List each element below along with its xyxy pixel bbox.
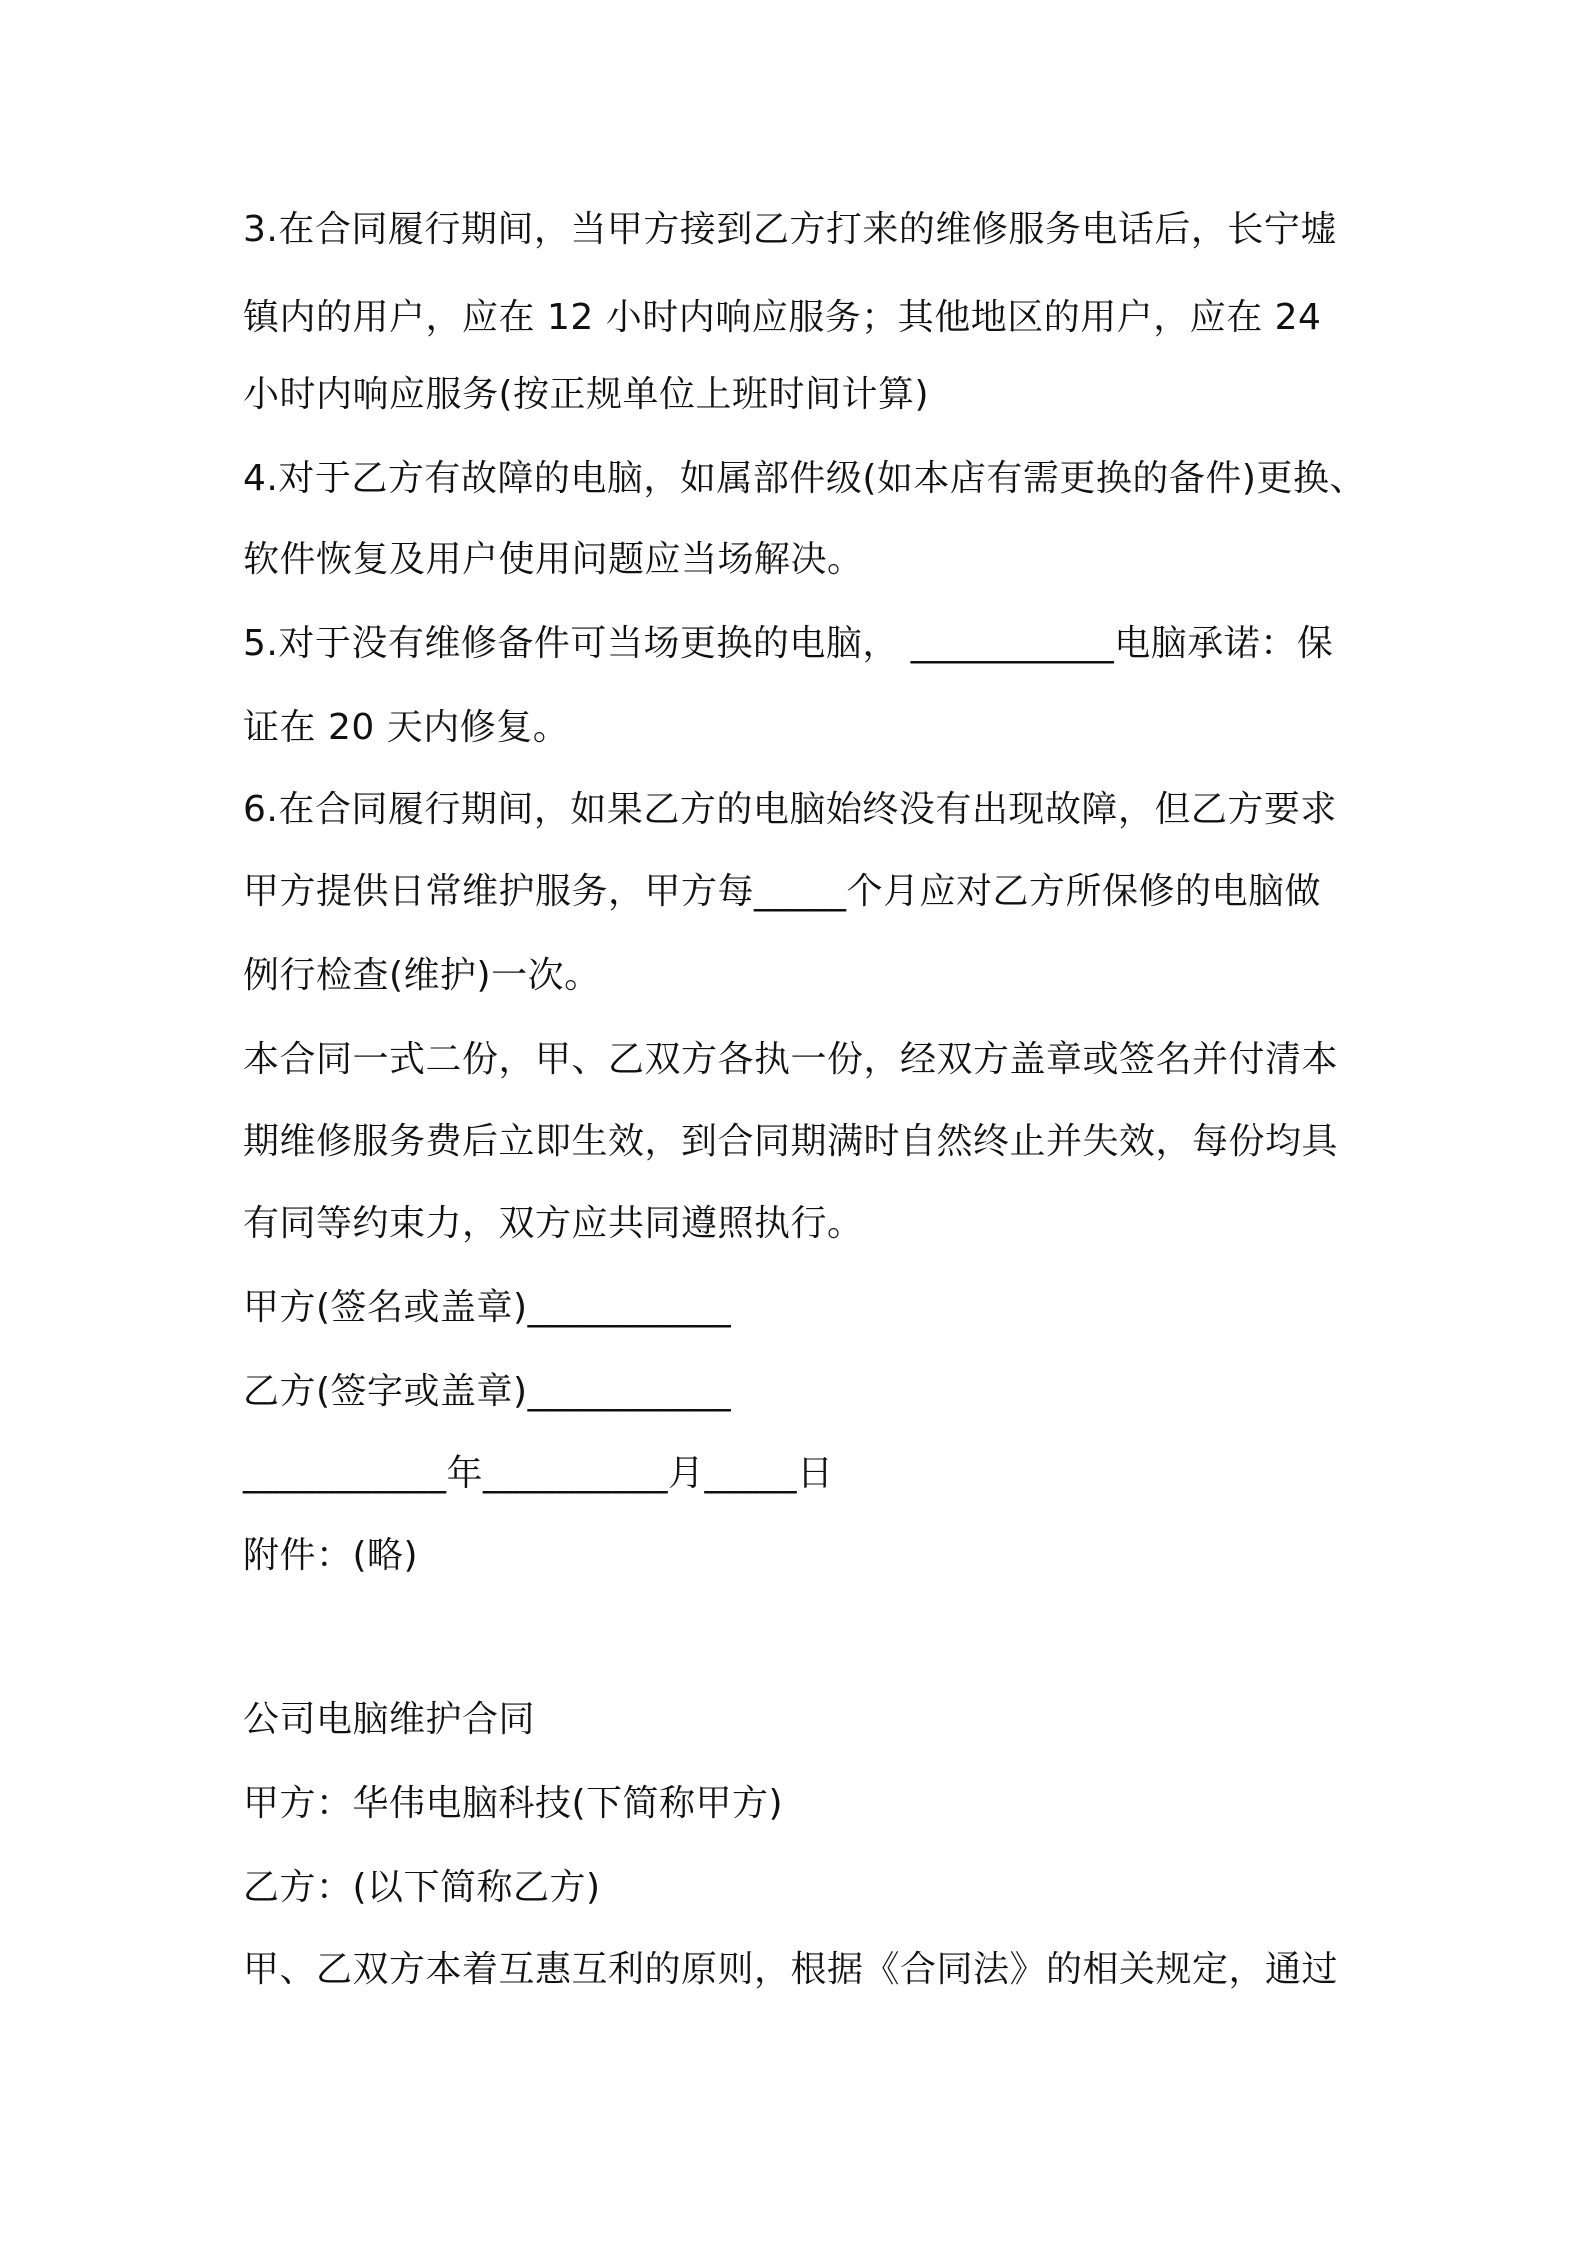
clause-6-line-1: 6.在合同履行期间，如果乙方的电脑始终没有出现故障，但乙方要求	[243, 789, 1337, 830]
clause-6-line-3: 例行检查(维护)一次。	[243, 955, 601, 996]
clause-3-line-3: 小时内响应服务(按正规单位上班时间计算)	[243, 374, 930, 415]
clause-3-line-1: 3.在合同履行期间，当甲方接到乙方打来的维修服务电话后，长宁墟	[243, 209, 1337, 250]
clause-3-line-2: 镇内的用户，应在 12 小时内响应服务；其他地区的用户，应在 24	[243, 297, 1322, 338]
party-a-line: 甲方：华伟电脑科技(下简称甲方)	[243, 1783, 784, 1824]
attachment-note: 附件：(略)	[243, 1535, 419, 1576]
clause-4-line-2: 软件恢复及用户使用问题应当场解决。	[243, 539, 864, 580]
party-b-signature: 乙方(签字或盖章)___________	[243, 1371, 732, 1412]
preamble-line: 甲、乙双方本着互惠互利的原则，根据《合同法》的相关规定，通过	[243, 1949, 1339, 1990]
clause-5-line-2: 证在 20 天内修复。	[243, 707, 570, 748]
contract-title: 公司电脑维护合同	[243, 1699, 536, 1740]
clause-5-line-1: 5.对于没有维修备件可当场更换的电脑， ___________电脑承诺：保	[243, 623, 1334, 664]
closing-line-3: 有同等约束力，双方应共同遵照执行。	[243, 1203, 864, 1244]
clause-6-line-2: 甲方提供日常维护服务，甲方每_____个月应对乙方所保修的电脑做	[243, 871, 1322, 912]
closing-line-2: 期维修服务费后立即生效，到合同期满时自然终止并失效，每份均具	[243, 1121, 1339, 1162]
party-b-line: 乙方：(以下简称乙方)	[243, 1867, 601, 1908]
signature-date: ___________年__________月_____日	[243, 1453, 834, 1494]
closing-line-1: 本合同一式二份，甲、乙双方各执一份，经双方盖章或签名并付清本	[243, 1039, 1339, 1080]
party-a-signature: 甲方(签名或盖章)___________	[243, 1287, 732, 1328]
clause-4-line-1: 4.对于乙方有故障的电脑，如属部件级(如本店有需更换的备件)更换、	[243, 458, 1366, 499]
